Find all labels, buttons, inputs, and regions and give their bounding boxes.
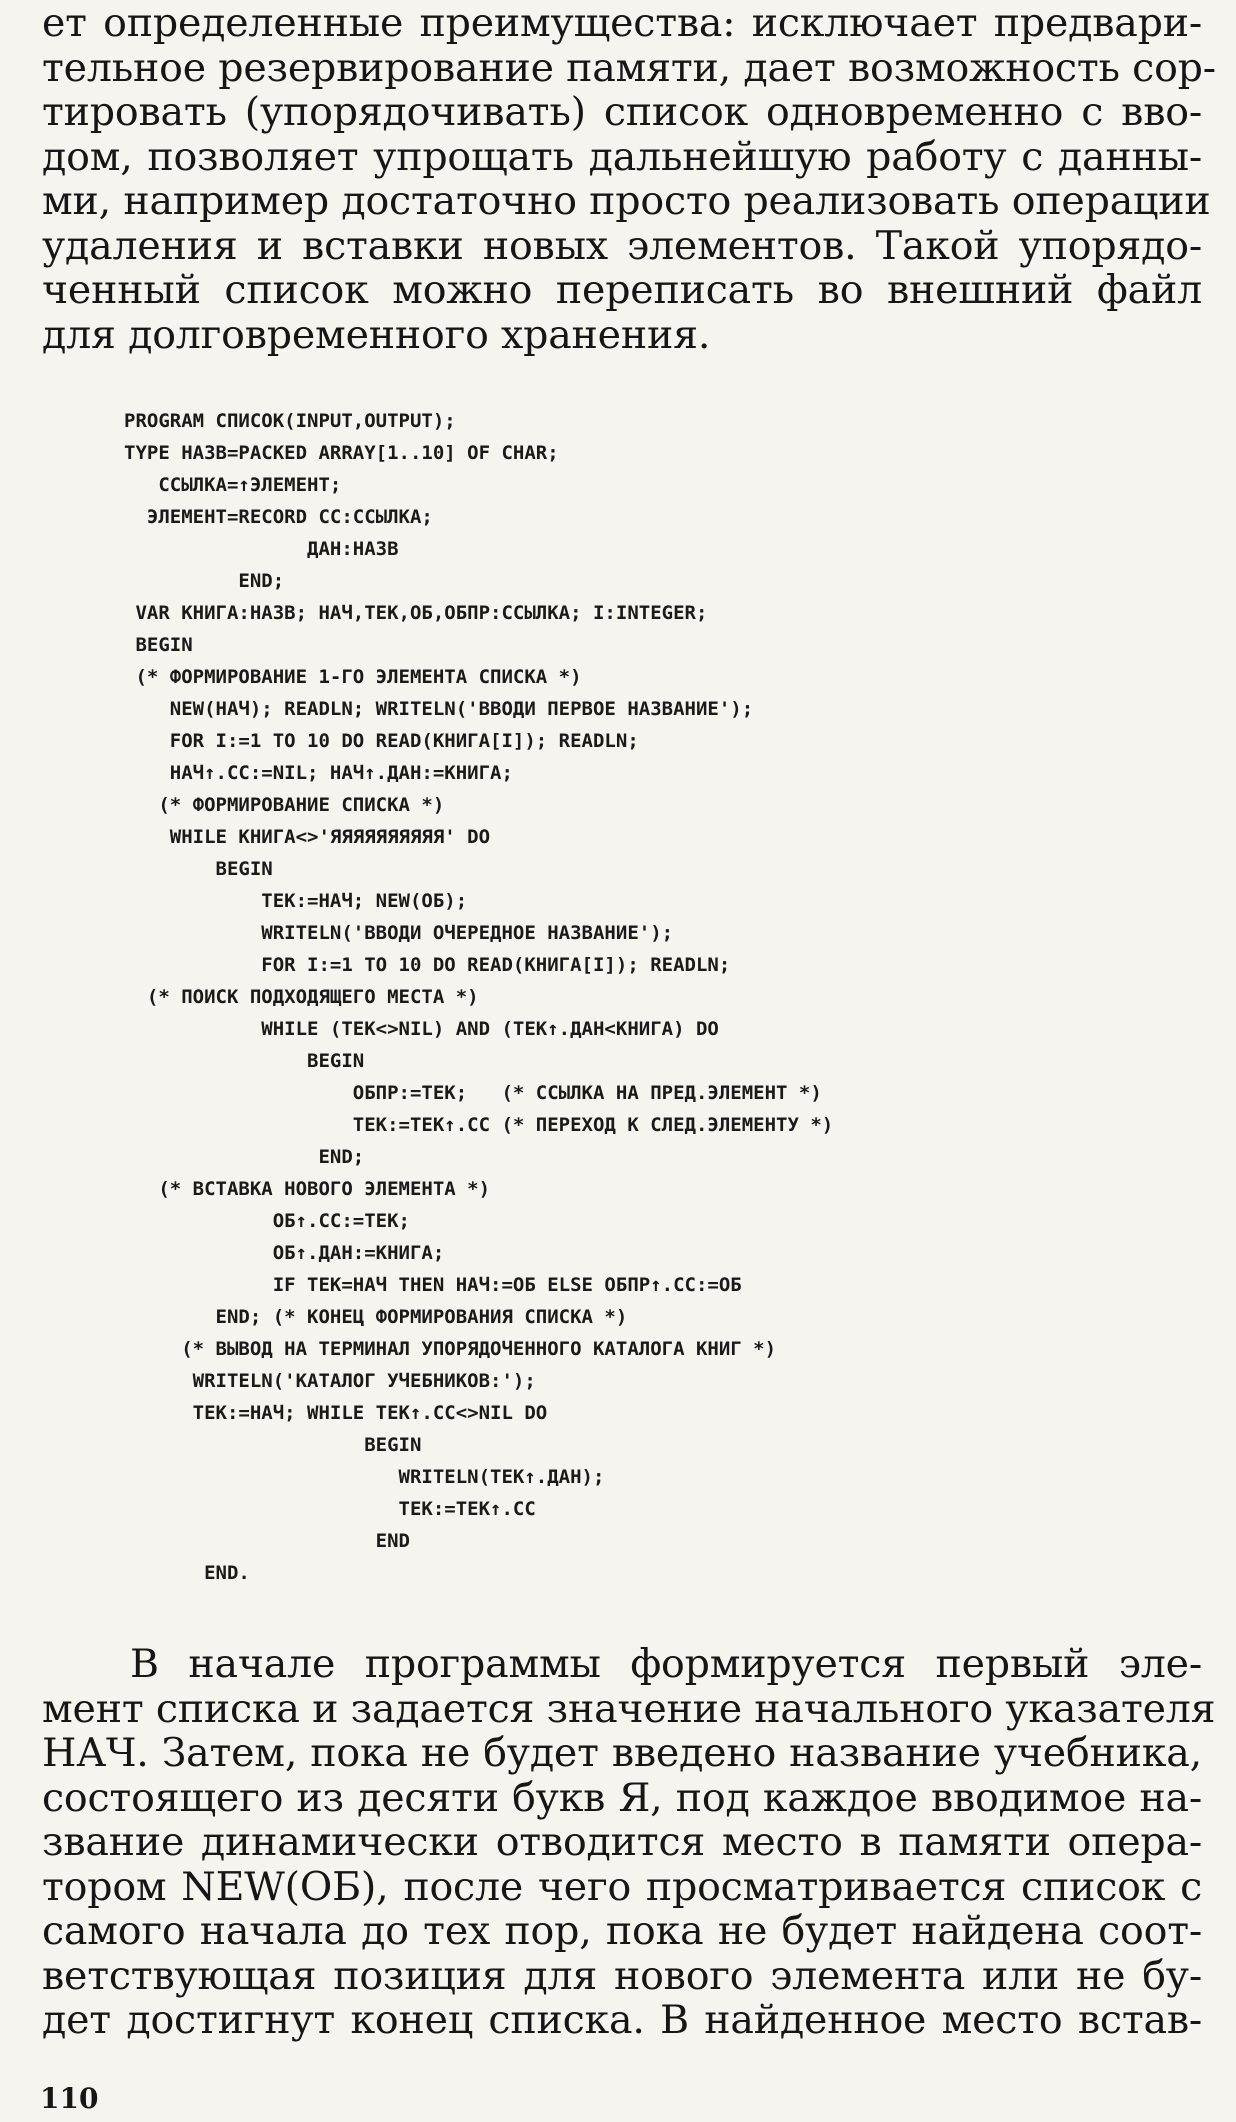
text-line: для долговременного хранения.	[42, 311, 711, 358]
text-line: звание динамически отводится место в памяти опера-	[42, 1819, 1202, 1865]
text-line-content: В начале программы формируется первый эле-	[130, 1641, 1202, 1687]
code-line: BEGIN	[124, 634, 193, 656]
code-line: ОБПР:=ТЕК; (* ССЫЛКА НА ПРЕД.ЭЛЕМЕНТ *)	[124, 1082, 822, 1104]
text-line: ветствующая позиция для нового элемента или не бу-	[42, 1952, 1202, 1999]
text-line: самого начала до тех пор, пока не будет найдена соот-	[42, 1908, 1202, 1954]
code-line: END; (* КОНЕЦ ФОРМИРОВАНИЯ СПИСКА *)	[124, 1306, 628, 1328]
code-line: BEGIN	[124, 1050, 365, 1072]
code-line: (* ФОРМИРОВАНИЕ СПИСКА *)	[124, 794, 445, 816]
code-line: END;	[124, 570, 285, 592]
code-line: ОБ↑.СС:=ТЕК;	[124, 1210, 410, 1232]
code-line: FOR I:=1 TO 10 DO READ(КНИГА[I]); READLN;	[124, 954, 731, 976]
explanation-paragraph	[42, 1641, 1216, 2046]
text-line: состоящего из десяти букв Я, под каждое вводимое на-	[42, 1774, 1202, 1821]
text-line: ет определенные преимущества: исключает предвари-	[42, 0, 1202, 46]
code-line: ЭЛЕМЕНТ=RECORD СС:ССЫЛКА;	[124, 506, 433, 528]
code-line: PROGRAM СПИСОК(INPUT,OUTPUT);	[124, 410, 456, 432]
text-line: мент списка и задается значение начального указателя	[42, 1685, 1216, 1732]
text-line	[42, 1641, 1202, 1690]
text-line: дом, позволяет упрощать дальнейшую работу с данны-	[42, 133, 1202, 180]
text-line: НАЧ. Затем, пока не будет введено название учебника,	[42, 1730, 1202, 1776]
code-line: (* ПОИСК ПОДХОДЯЩЕГО МЕСТА *)	[124, 986, 479, 1008]
code-line: TYPE НАЗВ=PACKED ARRAY[1..10] OF CHAR;	[124, 442, 559, 464]
code-line: ССЫЛКА=↑ЭЛЕМЕНТ;	[124, 474, 342, 496]
intro-paragraph	[42, 0, 1216, 360]
text-line: тором NEW(ОБ), после чего просматривается список с	[42, 1863, 1202, 1910]
text-line: тельное резервирование памяти, дает возможность сор-	[42, 44, 1216, 91]
code-line: WRITELN('КАТАЛОГ УЧЕБНИКОВ:');	[124, 1370, 536, 1392]
text-line: дет достигнут конец списка. В найденное место встав-	[42, 1997, 1202, 2043]
pascal-code-listing	[124, 412, 833, 1596]
text-line: ми, например достаточно просто реализовать операции	[42, 178, 1211, 224]
code-line: FOR I:=1 TO 10 DO READ(КНИГА[I]); READLN;	[124, 730, 639, 752]
text-line: ченный список можно переписать во внешний файл	[42, 267, 1202, 313]
code-line: ТЕК:=ТЕК↑.СС	[124, 1498, 536, 1520]
code-line: END	[124, 1530, 410, 1552]
code-line: ТЕК:=ТЕК↑.СС (* ПЕРЕХОД К СЛЕД.ЭЛЕМЕНТУ *)	[124, 1114, 834, 1136]
code-line: WRITELN(ТЕК↑.ДАН);	[124, 1466, 605, 1488]
page-number: 110	[40, 2082, 99, 2115]
code-line: END;	[124, 1146, 365, 1168]
code-line: WRITELN('ВВОДИ ОЧЕРЕДНОЕ НАЗВАНИЕ');	[124, 922, 674, 944]
code-line: NEW(НАЧ); READLN; WRITELN('ВВОДИ ПЕРВОЕ НАЗВАНИЕ');	[124, 698, 754, 720]
code-line: (* ВЫВОД НА ТЕРМИНАЛ УПОРЯДОЧЕННОГО КАТАЛОГА КНИГ *)	[124, 1338, 777, 1360]
code-line: (* ФОРМИРОВАНИЕ 1-ГО ЭЛЕМЕНТА СПИСКА *)	[124, 666, 582, 688]
text-line: удаления и вставки новых элементов. Такой упорядо-	[42, 222, 1202, 269]
code-line: ТЕК:=НАЧ; NEW(ОБ);	[124, 890, 468, 912]
text-line: тировать (упорядочивать) список одновременно с вво-	[42, 89, 1202, 135]
code-line: END.	[124, 1562, 250, 1584]
code-line: VAR КНИГА:НАЗВ; НАЧ,ТЕК,ОБ,ОБПР:ССЫЛКА; I:INTEGER;	[124, 602, 708, 624]
code-line: ТЕК:=НАЧ; WHILE ТЕК↑.СС<>NIL DO	[124, 1402, 548, 1424]
code-line: НАЧ↑.СС:=NIL; НАЧ↑.ДАН:=КНИГА;	[124, 762, 513, 784]
code-line: (* ВСТАВКА НОВОГО ЭЛЕМЕНТА *)	[124, 1178, 491, 1200]
code-line: BEGIN	[124, 858, 273, 880]
code-line: BEGIN	[124, 1434, 422, 1456]
code-line: ДАН:НАЗВ	[124, 538, 399, 560]
code-line: IF ТЕК=НАЧ THEN НАЧ:=ОБ ELSE ОБПР↑.СС:=ОБ	[124, 1274, 742, 1296]
code-line: ОБ↑.ДАН:=КНИГА;	[124, 1242, 445, 1264]
code-line: WHILE КНИГА<>'ЯЯЯЯЯЯЯЯЯЯ' DO	[124, 826, 491, 848]
code-line: WHILE (ТЕК<>NIL) AND (ТЕК↑.ДАН<КНИГА) DO	[124, 1018, 719, 1040]
